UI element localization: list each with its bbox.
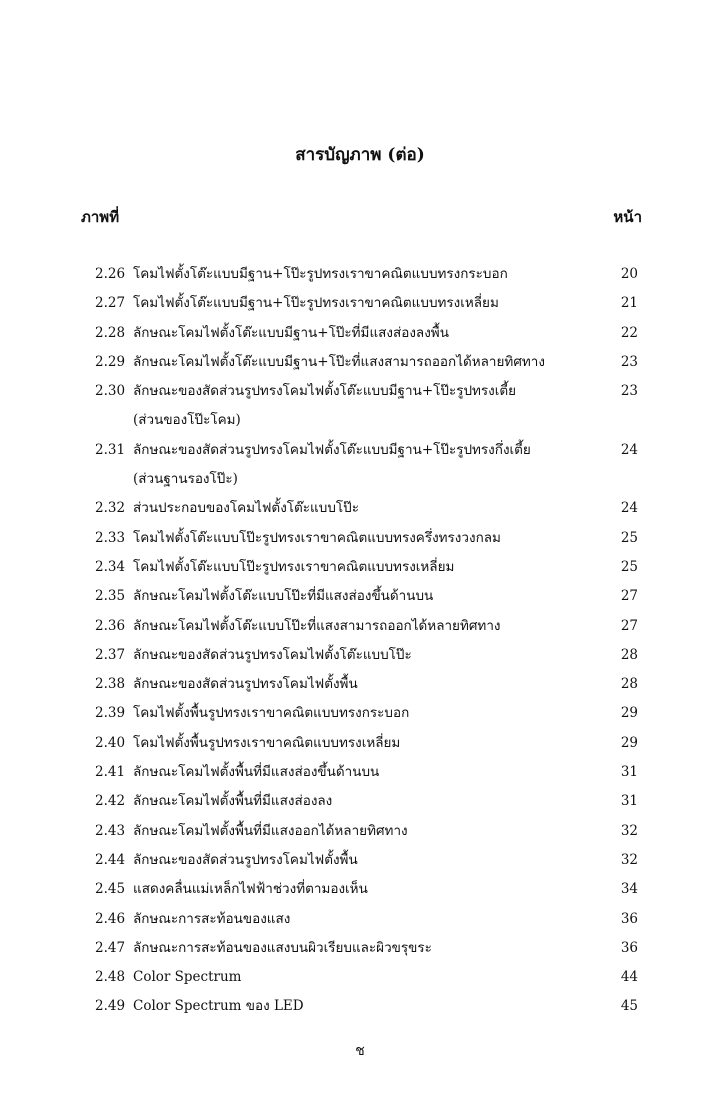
figure-caption: ลักษณะโคมไฟตั้งโต๊ะแบบมีฐาน+โป๊ะที่มีแสงส่องลงพื้น [133, 324, 449, 341]
figure-list [0, 262, 720, 1024]
list-item [0, 672, 720, 701]
page-reference: 36 [620, 910, 638, 927]
page-reference: 29 [620, 705, 638, 722]
page-reference: 36 [620, 939, 638, 956]
figure-caption-continued: (ส่วนฐานรองโป๊ะ) [133, 470, 238, 487]
list-item [0, 907, 720, 936]
page-reference: 23 [620, 383, 638, 400]
figure-number: 2.29 [95, 353, 126, 370]
figure-caption: ลักษณะการสะท้อนของแสงบนผิวเรียบและผิวขรุขระ [133, 939, 432, 956]
figure-caption: โคมไฟตั้งพื้นรูปทรงเราขาคณิตแบบทรงเหลี่ยม [133, 734, 401, 751]
page-reference: 29 [620, 734, 638, 751]
figure-number: 2.36 [95, 617, 126, 634]
figure-caption: ลักษณะการสะท้อนของแสง [133, 910, 291, 927]
figure-number: 2.26 [95, 266, 126, 282]
page-reference: 34 [620, 881, 638, 898]
list-item [0, 877, 720, 906]
figure-number: 2.32 [95, 500, 126, 517]
list-item [0, 789, 720, 818]
figure-caption: ลักษณะของสัดส่วนรูปทรงโคมไฟตั้งโต๊ะแบบมีฐาน+โป๊ะรูปทรงกึ่งเตี้ย [133, 441, 531, 458]
figure-number: 2.45 [95, 881, 126, 898]
figure-caption: ลักษณะโคมไฟตั้งพื้นที่มีแสงส่องลง [133, 793, 333, 810]
figure-caption: ลักษณะของสัดส่วนรูปทรงโคมไฟตั้งโต๊ะแบบมีฐาน+โป๊ะรูปทรงเตี้ย [133, 383, 517, 400]
figure-caption: ลักษณะของสัดส่วนรูปทรงโคมไฟตั้งโต๊ะแบบโป๊ะ [133, 646, 412, 663]
figure-number: 2.31 [95, 441, 126, 458]
list-item [0, 321, 720, 350]
figure-caption: ลักษณะโคมไฟตั้งพื้นที่มีแสงออกได้หลายทิศทาง [133, 822, 408, 839]
figure-number: 2.37 [95, 646, 126, 663]
figure-number: 2.49 [95, 998, 126, 1015]
figure-caption: ลักษณะโคมไฟตั้งโต๊ะแบบโป๊ะที่แสงสามารถออกได้หลายทิศทาง [133, 617, 501, 634]
list-item [0, 760, 720, 789]
page-reference: 24 [620, 500, 638, 517]
list-item [0, 819, 720, 848]
page-reference: 27 [620, 588, 638, 605]
figure-number: 2.48 [95, 969, 126, 986]
page-reference: 45 [620, 998, 638, 1015]
figure-number: 2.39 [95, 705, 126, 722]
list-item [0, 526, 720, 555]
list-item [0, 262, 720, 291]
page-reference: 32 [620, 822, 638, 839]
list-item [0, 291, 720, 320]
figure-caption: ลักษณะโคมไฟตั้งโต๊ะแบบโป๊ะที่มีแสงส่องขึ้นด้านบน [133, 588, 434, 605]
page-title: สารบัญภาพ (ต่อ) [295, 145, 425, 165]
figure-number: 2.44 [95, 851, 126, 868]
figure-number: 2.34 [95, 558, 126, 575]
list-item [0, 965, 720, 994]
figure-caption: ลักษณะโคมไฟตั้งพื้นที่มีแสงส่องขึ้นด้านบน [133, 764, 380, 781]
figure-caption: โคมไฟตั้งโต๊ะแบบโป๊ะรูปทรงเราขาคณิตแบบทรงครึ่งทรงวงกลม [133, 529, 501, 546]
list-item [0, 496, 720, 525]
figure-number: 2.30 [95, 383, 126, 400]
figure-number: 2.33 [95, 529, 126, 546]
page-reference: 28 [620, 676, 638, 693]
page-number: ช [355, 1043, 365, 1059]
figure-caption: ส่วนประกอบของโคมไฟตั้งโต๊ะแบบโป๊ะ [133, 500, 359, 517]
list-item [0, 438, 720, 497]
figure-caption: Color Spectrum ของ LED [133, 998, 304, 1015]
figure-caption-continued: (ส่วนของโป๊ะโคม) [133, 412, 241, 429]
list-item [0, 379, 720, 438]
list-item [0, 643, 720, 672]
page-reference: 27 [620, 617, 638, 634]
list-item [0, 731, 720, 760]
list-item [0, 350, 720, 379]
list-item [0, 936, 720, 965]
figure-number: 2.42 [95, 793, 126, 810]
figure-number: 2.27 [95, 295, 126, 312]
list-item [0, 614, 720, 643]
figure-number: 2.41 [95, 764, 126, 781]
page-reference: 22 [620, 324, 638, 341]
figure-number: 2.35 [95, 588, 126, 605]
page-reference: 20 [620, 266, 638, 282]
figure-caption: โคมไฟตั้งพื้นรูปทรงเราขาคณิตแบบทรงกระบอก [133, 705, 410, 722]
figure-caption: ลักษณะของสัดส่วนรูปทรงโคมไฟตั้งพื้น [133, 851, 358, 868]
figure-column-header: ภาพที่ [81, 208, 120, 226]
figure-number: 2.40 [95, 734, 126, 751]
figure-caption: โคมไฟตั้งโต๊ะแบบมีฐาน+โป๊ะรูปทรงเราขาคณิตแบบทรงกระบอก [133, 266, 508, 282]
figure-number: 2.28 [95, 324, 126, 341]
page-column-header: หน้า [613, 208, 642, 226]
page-reference: 31 [620, 764, 638, 781]
figure-caption: โคมไฟตั้งโต๊ะแบบโป๊ะรูปทรงเราขาคณิตแบบทรงเหลี่ยม [133, 558, 455, 575]
page-reference: 21 [620, 295, 638, 312]
page-reference: 44 [620, 969, 638, 986]
list-item [0, 584, 720, 613]
figure-caption: ลักษณะโคมไฟตั้งโต๊ะแบบมีฐาน+โป๊ะที่แสงสามารถออกได้หลายทิศทาง [133, 353, 545, 370]
page-reference: 32 [620, 851, 638, 868]
page-reference: 31 [620, 793, 638, 810]
figure-number: 2.38 [95, 676, 126, 693]
list-item [0, 701, 720, 730]
figure-number: 2.43 [95, 822, 126, 839]
figure-number: 2.47 [95, 939, 126, 956]
figure-caption: แสดงคลื่นแม่เหล็กไฟฟ้าช่วงที่ตามองเห็น [133, 881, 368, 898]
page-reference: 25 [620, 529, 638, 546]
figure-caption: โคมไฟตั้งโต๊ะแบบมีฐาน+โป๊ะรูปทรงเราขาคณิตแบบทรงเหลี่ยม [133, 295, 499, 312]
page-reference: 23 [620, 353, 638, 370]
list-item [0, 994, 720, 1023]
list-item [0, 555, 720, 584]
figure-caption: Color Spectrum [133, 969, 242, 986]
page-reference: 25 [620, 558, 638, 575]
list-item [0, 848, 720, 877]
figure-caption: ลักษณะของสัดส่วนรูปทรงโคมไฟตั้งพื้น [133, 676, 358, 693]
page-reference: 24 [620, 441, 638, 458]
page-reference: 28 [620, 646, 638, 663]
figure-number: 2.46 [95, 910, 126, 927]
